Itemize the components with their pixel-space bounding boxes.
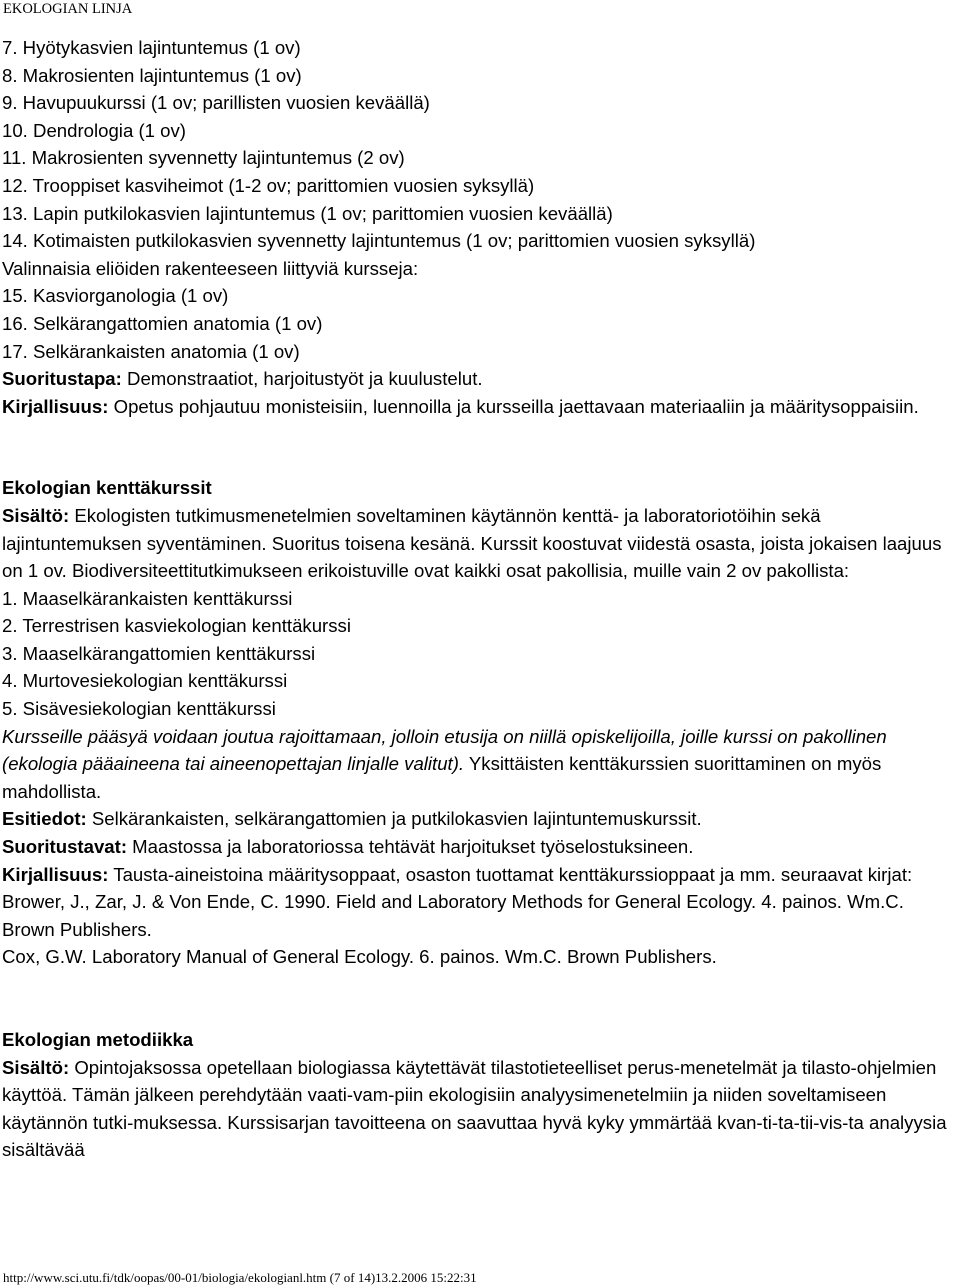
esitiedot-text: Selkärankaisten, selkärangattomien ja putkilokasvien lajintuntemuskurssit. <box>86 808 702 830</box>
list-item: 4. Murtovesiekologian kenttäkurssi <box>2 670 288 692</box>
list-item: 16. Selkärangattomien anatomia (1 ov) <box>2 312 323 334</box>
document-body <box>2 34 958 1164</box>
list-item: 8. Makrosienten lajintuntemus (1 ov) <box>2 64 302 86</box>
sisalto-label: Sisältö: <box>2 1056 70 1078</box>
list-item: 15. Kasviorganologia (1 ov) <box>2 285 229 307</box>
kirjallisuus-paragraph <box>2 393 958 421</box>
sisalto-text: Opintojaksossa opetellaan biologiassa käytettävät tilastotieteelliset perus-menetelmät ja tilasto-ohjelmien käyttöä. Tämän jälkeen perehdytään vaati-vam-piin ekologisiin analyysimenetelmiin ja niiden soveltamiseen käytännön tutki-muksessa. Kurssisarjan tavoitteena on saavuttaa hyvä kyky ymmärtää kvan-ti-ta-tii-vis-ta analyysia sisältävää <box>2 1056 947 1161</box>
admission-note-rest: Yksittäisten kenttäkurssien suorittaminen on myös mahdollista. <box>2 753 882 802</box>
sisalto-text: Ekologisten tutkimusmenetelmien soveltaminen käytännön kenttä- ja laboratoriotöihin sekä lajintuntemuksen syventäminen. Suoritus toisena kesänä. Kurssit koostuvat viidestä osasta, joista jokaisen laajuus on 1 ov. Biodiversiteettitutkimukseen erikoistuville ovat kaikki osat pakollisia, muille vain 2 ov pakollista: <box>2 504 942 582</box>
suoritustavat-text: Maastossa ja laboratoriossa tehtävät harjoitukset työselostuksineen. <box>127 836 694 858</box>
sisalto-paragraph <box>2 1054 958 1164</box>
admission-note-italic: Kursseille pääsyä voidaan joutua rajoittamaan, jolloin etusija on niillä opiskelijoilla, joille kurssi on pakollinen (ekologia pääaineena tai aineenopettajan linjalle valitut). <box>2 725 887 775</box>
admission-note <box>2 723 958 806</box>
kirjallisuus-text: Tausta-aineistoina määritysoppaat, osaston tuottamat kenttäkurssioppaat ja mm. seuraavat kirjat: Brower, J., Zar, J. & Von Ende, C. 1990. Field and Laboratory Methods for General Ecology. 4. painos. Wm.C. Brown Publishers. <box>2 863 913 940</box>
kirjallisuus-text: Opetus pohjautuu monisteisiin, luennoilla ja kursseilla jaettavaan materiaaliin ja määritysoppaisiin. <box>108 395 919 417</box>
header-title: EKOLOGIAN LINJA <box>3 1 133 17</box>
suoritustavat-paragraph <box>2 833 958 861</box>
suoritustapa-text: Demonstraatiot, harjoitustyöt ja kuulustelut. <box>121 368 483 390</box>
footer-url: http://www.sci.utu.fi/tdk/oopas/00-01/biologia/ekologianl.htm (7 of 14)13.2.2006 15:22:31 <box>3 1270 477 1285</box>
esitiedot-label: Esitiedot: <box>2 808 87 830</box>
list-item: 11. Makrosienten syvennetty lajintuntemus (2 ov) <box>2 147 405 169</box>
elective-intro: Valinnaisia eliöiden rakenteeseen liittyviä kursseja: <box>2 257 419 279</box>
page-header <box>0 0 132 18</box>
sisalto-label: Sisältö: <box>2 504 70 526</box>
list-item: 2. Terrestrisen kasviekologian kenttäkurssi <box>2 615 351 637</box>
page-footer <box>3 1270 477 1285</box>
list-item: 17. Selkärankaisten anatomia (1 ov) <box>2 340 300 362</box>
reference: Cox, G.W. Laboratory Manual of General Ecology. 6. painos. Wm.C. Brown Publishers. <box>2 946 717 968</box>
list-item: 3. Maaselkärangattomien kenttäkurssi <box>2 642 316 664</box>
list-item: 5. Sisävesiekologian kenttäkurssi <box>2 698 276 720</box>
kirjallisuus-paragraph <box>2 861 958 944</box>
list-item: 10. Dendrologia (1 ov) <box>2 119 186 141</box>
kirjallisuus-label: Kirjallisuus: <box>2 863 109 885</box>
list-item: 14. Kotimaisten putkilokasvien syvennetty lajintuntemus (1 ov; parittomien vuosien syksyllä) <box>2 230 756 252</box>
suoritustapa-paragraph <box>2 365 958 393</box>
section-heading-kenttakurssit: Ekologian kenttäkurssit <box>2 477 212 499</box>
esitiedot-paragraph <box>2 805 958 833</box>
list-item: 9. Havupuukurssi (1 ov; parillisten vuosien keväällä) <box>2 92 430 114</box>
list-item: 13. Lapin putkilokasvien lajintuntemus (1 ov; parittomien vuosien keväällä) <box>2 202 613 224</box>
kirjallisuus-label: Kirjallisuus: <box>2 395 109 417</box>
suoritustapa-label: Suoritustapa: <box>2 368 122 390</box>
section-spacer <box>2 971 958 1026</box>
section-heading-metodiikka: Ekologian metodiikka <box>2 1029 194 1050</box>
list-item: 12. Trooppiset kasviheimot (1-2 ov; parittomien vuosien syksyllä) <box>2 174 535 196</box>
suoritustavat-label: Suoritustavat: <box>2 836 128 858</box>
list-item: 1. Maaselkärankaisten kenttäkurssi <box>2 587 293 609</box>
sisalto-paragraph <box>2 502 958 585</box>
section-spacer <box>2 420 958 474</box>
list-item: 7. Hyötykasvien lajintuntemus (1 ov) <box>2 37 301 58</box>
